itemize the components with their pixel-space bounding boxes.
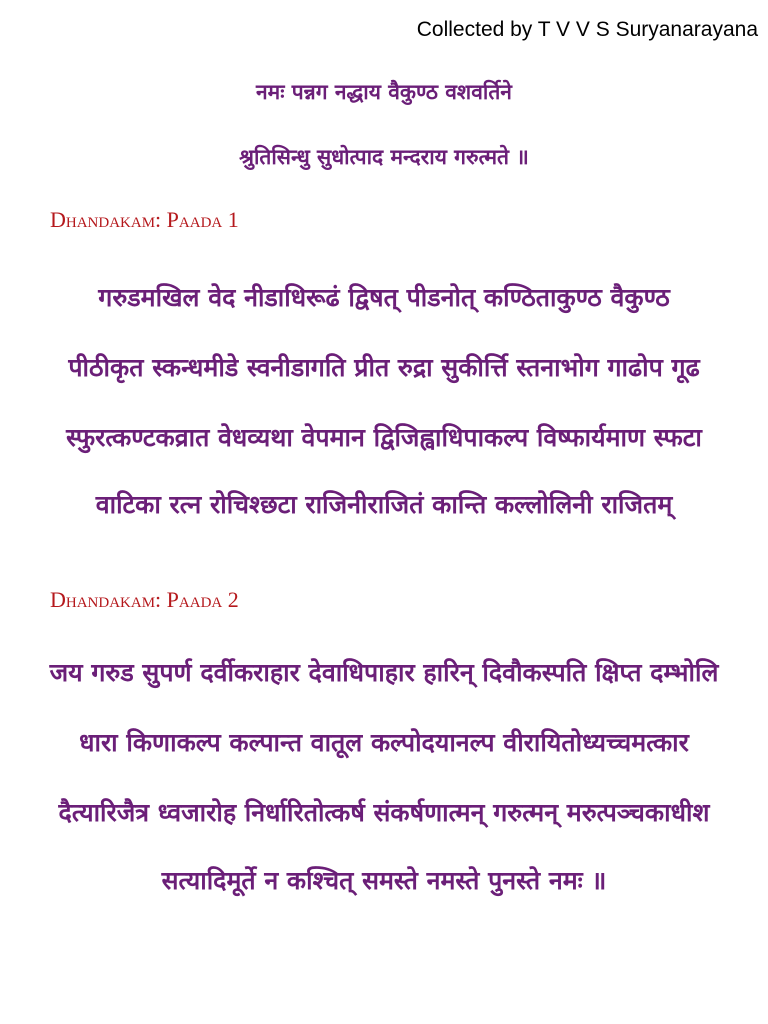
paada-1-line-3: स्फुरत्कण्टकव्रात वेधव्यथा वेपमान द्विजिह्वाधिपाकल्प विष्फार्यमाण स्फटा xyxy=(66,423,702,452)
invocation-line-1: नमः पन्नग नद्धाय वैकुण्ठ वशवर्तिने xyxy=(256,80,512,104)
section-heading-paada-1: Dhandakam: Paada 1 xyxy=(50,207,239,232)
paada-2-line-2: धारा किणाकल्प कल्पान्त वातूल कल्पोदयानल्प वीरायितोध्यच्चमत्कार xyxy=(79,728,689,757)
paada-2-line-4: सत्यादिमूर्ते न कश्चित् समस्ते नमस्ते पुनस्ते नमः ॥ xyxy=(161,866,607,895)
paada-1-line-1: गरुडमखिल वेद नीडाधिरूढं द्विषत् पीडनोत् कण्ठिताकुण्ठ वैकुण्ठ xyxy=(98,283,670,312)
paada-1-line-2: पीठीकृत स्कन्धमीडे स्वनीडागति प्रीत रुद्रा सुकीर्त्ति स्तनाभोग गाढोप गूढ xyxy=(68,353,700,382)
invocation-line-2: श्रुतिसिन्धु सुधोत्पाद मन्दराय गरुत्मते ॥ xyxy=(239,145,529,169)
collector-credit: Collected by T V V S Suryanarayana xyxy=(416,18,758,41)
paada-1-line-4: वाटिका रत्न रोचिश्छटा राजिनीराजितं कान्ति कल्लोलिनी राजितम् xyxy=(95,490,673,519)
section-heading-paada-2: Dhandakam: Paada 2 xyxy=(50,587,239,612)
paada-2-line-1: जय गरुड सुपर्ण दर्वीकराहार देवाधिपाहार हारिन् दिवौकस्पति क्षिप्त दम्भोलि xyxy=(49,658,719,687)
paada-2-line-3: दैत्यारिजैत्र ध्वजारोह निर्धारितोत्कर्ष संकर्षणात्मन् गरुत्मन् मरुत्पञ्चकाधीश xyxy=(58,798,710,827)
